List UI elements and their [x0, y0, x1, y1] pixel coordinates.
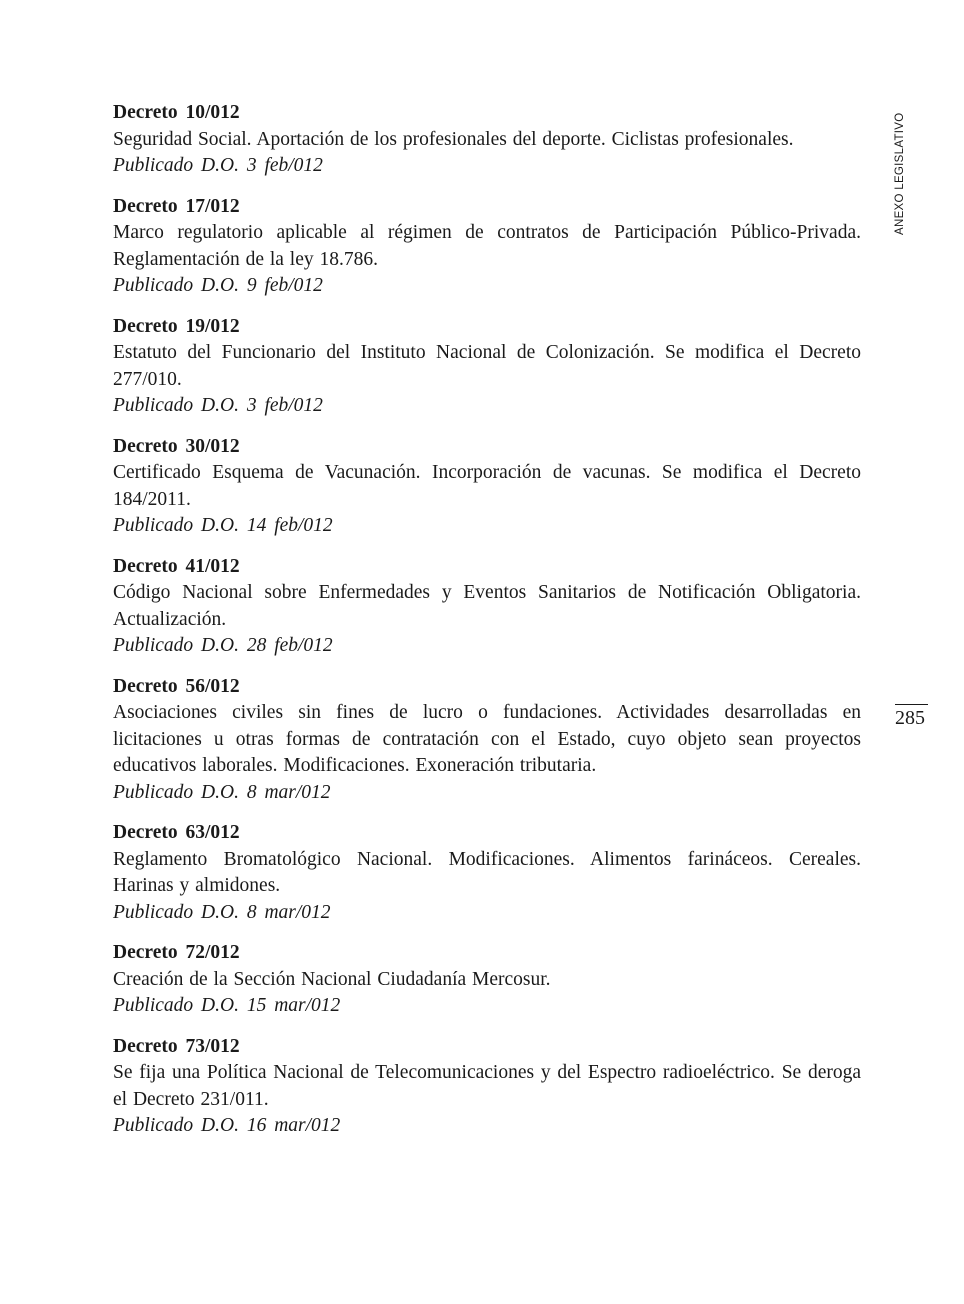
decree-publication: Publicado D.O. 15 mar/012 — [113, 995, 341, 1016]
section-side-label: ANEXO LEGISLATIVO — [894, 112, 906, 235]
decree-title: Decreto 56/012 — [113, 675, 240, 697]
page-number: 285 — [895, 707, 925, 729]
decree-description: Creación de la Sección Nacional Ciudadanía Mercosur. — [113, 968, 551, 990]
decree-publication: Publicado D.O. 28 feb/012 — [113, 635, 333, 656]
decree-entry — [113, 554, 861, 660]
decree-description: Estatuto del Funcionario del Instituto Nacional de Colonización. Se modifica el Decreto 277/010. — [113, 342, 861, 390]
decree-list — [113, 100, 861, 1154]
decree-publication: Publicado D.O. 9 feb/012 — [113, 275, 323, 296]
decree-publication: Publicado D.O. 14 feb/012 — [113, 515, 333, 536]
decree-title: Decreto 19/012 — [113, 315, 240, 337]
decree-title: Decreto 17/012 — [113, 195, 240, 217]
decree-title: Decreto 63/012 — [113, 822, 240, 843]
decree-entry — [113, 314, 861, 420]
page-number-rule — [895, 704, 928, 705]
decree-title: Decreto 73/012 — [113, 1035, 240, 1057]
decree-publication: Publicado D.O. 16 mar/012 — [113, 1115, 341, 1136]
decree-description: Asociaciones civiles sin fines de lucro o fundaciones. Actividades desarrolladas en licitaciones u otras formas de contratación con el Estado, cuyo objeto sean proyectos educativos laborales. Modificaciones. Exoneración tributaria. — [113, 702, 861, 776]
decree-entry — [113, 820, 861, 926]
decree-entry — [113, 100, 861, 180]
decree-description: Código Nacional sobre Enfermedades y Eventos Sanitarios de Notificación Obligatoria. Actualización. — [113, 582, 861, 630]
decree-entry — [113, 434, 861, 540]
decree-entry — [113, 674, 861, 807]
decree-publication: Publicado D.O. 8 mar/012 — [113, 901, 331, 923]
decree-title: Decreto 30/012 — [113, 435, 240, 457]
decree-entry — [113, 194, 861, 300]
decree-title: Decreto 72/012 — [113, 942, 240, 963]
decree-publication: Publicado D.O. 8 mar/012 — [113, 781, 331, 803]
decree-description: Reglamento Bromatológico Nacional. Modificaciones. Alimentos farináceos. Cereales. Harinas y almidones. — [113, 848, 861, 896]
decree-description: Marco regulatorio aplicable al régimen de contratos de Participación Público-Privada. Reglamentación de la ley 18.786. — [113, 222, 861, 270]
decree-description: Certificado Esquema de Vacunación. Incorporación de vacunas. Se modifica el Decreto 184/2011. — [113, 462, 861, 510]
decree-publication: Publicado D.O. 3 feb/012 — [113, 395, 323, 416]
decree-title: Decreto 41/012 — [113, 555, 240, 577]
decree-description: Seguridad Social. Aportación de los profesionales del deporte. Ciclistas profesionales. — [113, 128, 794, 150]
decree-publication: Publicado D.O. 3 feb/012 — [113, 155, 323, 176]
decree-entry — [113, 940, 861, 1020]
decree-title: Decreto 10/012 — [113, 102, 240, 123]
decree-entry — [113, 1034, 861, 1140]
decree-description: Se fija una Política Nacional de Telecomunicaciones y del Espectro radioeléctrico. Se deroga el Decreto 231/011. — [113, 1062, 861, 1110]
